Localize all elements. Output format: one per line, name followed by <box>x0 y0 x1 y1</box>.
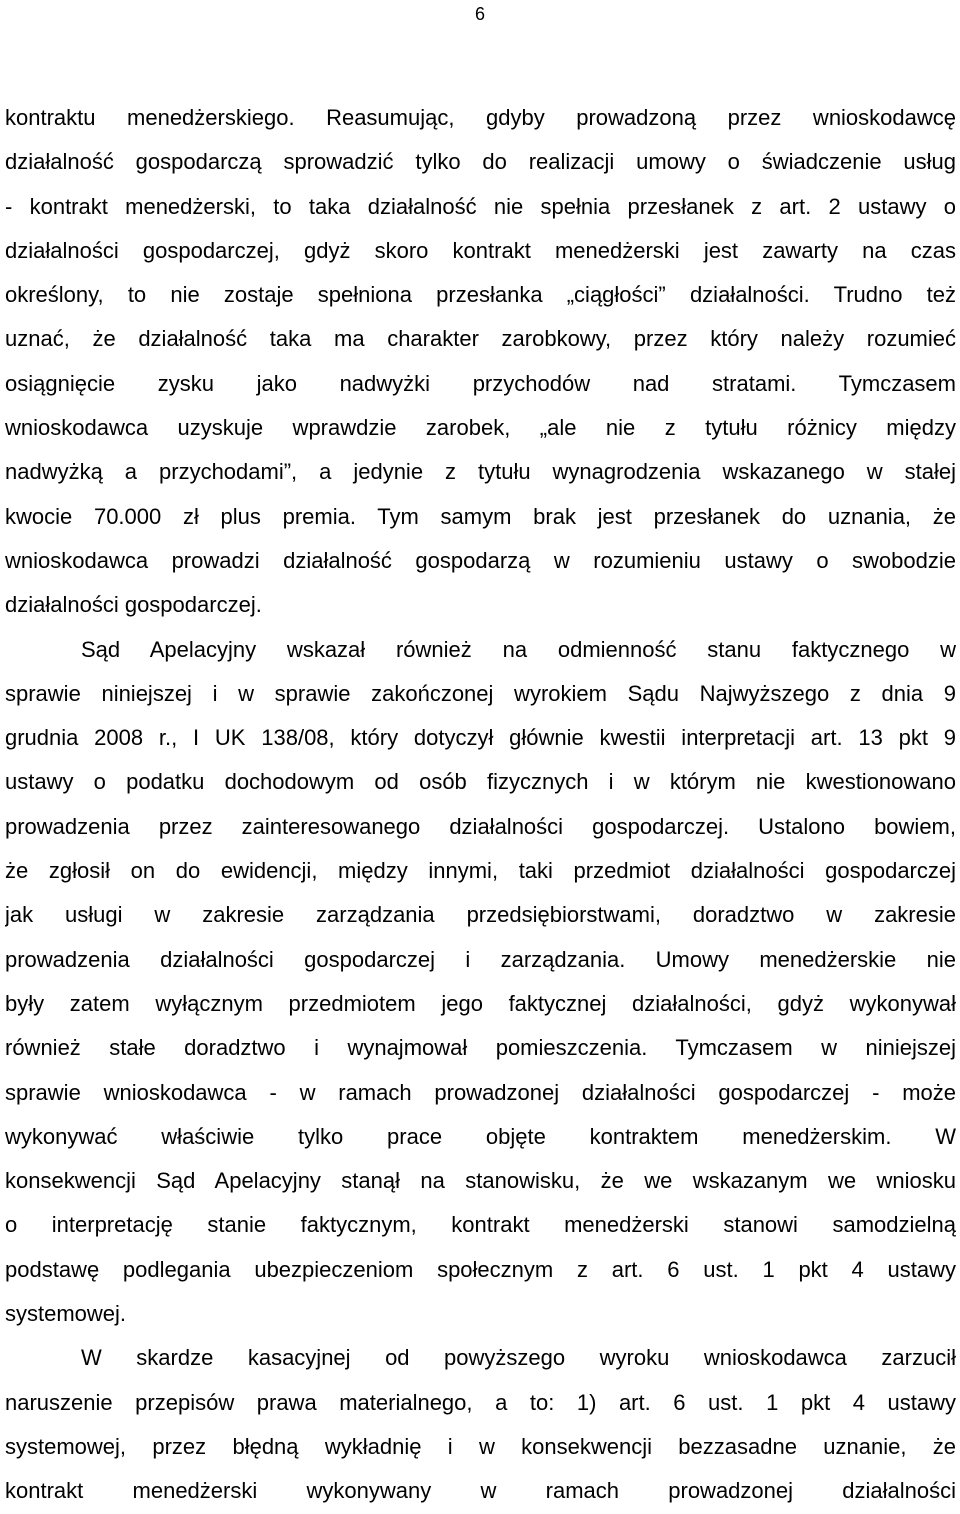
text-line: działalności gospodarczej, gdyż skoro kontrakt menedżerski jest zawarty na czas <box>5 237 956 263</box>
text-line: naruszenie przepisów prawa materialnego, a to: 1) art. 6 ust. 1 pkt 4 ustawy <box>5 1389 956 1415</box>
text-line: uznać, że działalność taka ma charakter zarobkowy, przez który należy rozumieć <box>5 326 956 352</box>
text-line: kwocie 70.000 zł plus premia. Tym samym brak jest przesłanek do uznania, że <box>5 503 956 529</box>
text-line: osiągnięcie zysku jako nadwyżki przychodów nad stratami. Tymczasem <box>5 370 956 396</box>
text-line: systemowej. <box>5 1301 127 1327</box>
text-line: działalności gospodarczej. <box>5 592 262 618</box>
text-line: o interpretację stanie faktycznym, kontrakt menedżerski stanowi samodzielną <box>5 1212 956 1238</box>
text-line: sprawie wnioskodawca - w ramach prowadzonej działalności gospodarczej - może <box>5 1079 956 1105</box>
text-line: sprawie niniejszej i w sprawie zakończonej wyrokiem Sądu Najwyższego z dnia 9 <box>5 680 956 706</box>
text-line: że zgłosił on do ewidencji, między innymi, taki przedmiot działalności gospodarczej <box>5 858 956 884</box>
paragraph-2 <box>5 628 956 1337</box>
text-line: systemowej, przez błędną wykładnię i w konsekwencji bezzasadne uznanie, że <box>5 1433 956 1459</box>
text-line: grudnia 2008 r., I UK 138/08, który dotyczył głównie kwestii interpretacji art. 13 pkt 9 <box>5 725 956 751</box>
text-line: określony, to nie zostaje spełniona przesłanka „ciągłości” działalności. Trudno też <box>5 282 956 308</box>
text-line: wnioskodawca prowadzi działalność gospodarzą w rozumieniu ustawy o swobodzie <box>5 547 956 573</box>
text-line: również stałe doradztwo i wynajmował pomieszczenia. Tymczasem w niniejszej <box>5 1035 956 1061</box>
text-line: Sąd Apelacyjny wskazał również na odmienność stanu faktycznego w <box>81 636 956 662</box>
paragraph-3 <box>5 1336 956 1513</box>
text-line: ustawy o podatku dochodowym od osób fizycznych i w którym nie kwestionowano <box>5 769 956 795</box>
text-line: prowadzenia przez zainteresowanego działalności gospodarczej. Ustalono bowiem, <box>5 813 956 839</box>
text-line: W skardze kasacyjnej od powyższego wyroku wnioskodawca zarzucił <box>81 1345 956 1371</box>
page-number: 6 <box>474 4 485 24</box>
text-line: kontrakt menedżerski wykonywany w ramach prowadzonej działalności <box>5 1478 956 1504</box>
document-body <box>5 96 956 1514</box>
text-line: jak usługi w zakresie zarządzania przedsiębiorstwami, doradztwo w zakresie <box>5 902 956 928</box>
text-line: były zatem wyłącznym przedmiotem jego faktycznej działalności, gdyż wykonywał <box>5 990 956 1016</box>
text-line: konsekwencji Sąd Apelacyjny stanął na stanowisku, że we wskazanym we wniosku <box>5 1168 956 1194</box>
text-line: nadwyżką a przychodami”, a jedynie z tytułu wynagrodzenia wskazanego w stałej <box>5 459 956 485</box>
text-line: wykonywać właściwie tylko prace objęte kontraktem menedżerskim. W <box>5 1123 956 1149</box>
text-line: - kontrakt menedżerski, to taka działalność nie spełnia przesłanek z art. 2 ustawy o <box>5 193 956 219</box>
paragraph-1 <box>5 96 956 628</box>
text-line: kontraktu menedżerskiego. Reasumując, gdyby prowadzoną przez wnioskodawcę <box>5 105 956 130</box>
text-line: prowadzenia działalności gospodarczej i zarządzania. Umowy menedżerskie nie <box>5 946 956 972</box>
text-line: wnioskodawca uzyskuje wprawdzie zarobek, „ale nie z tytułu różnicy między <box>5 415 956 441</box>
text-line: działalność gospodarczą sprowadzić tylko do realizacji umowy o świadczenie usług <box>5 149 956 175</box>
text-line: podstawę podlegania ubezpieczeniom społecznym z art. 6 ust. 1 pkt 4 ustawy <box>5 1256 956 1282</box>
